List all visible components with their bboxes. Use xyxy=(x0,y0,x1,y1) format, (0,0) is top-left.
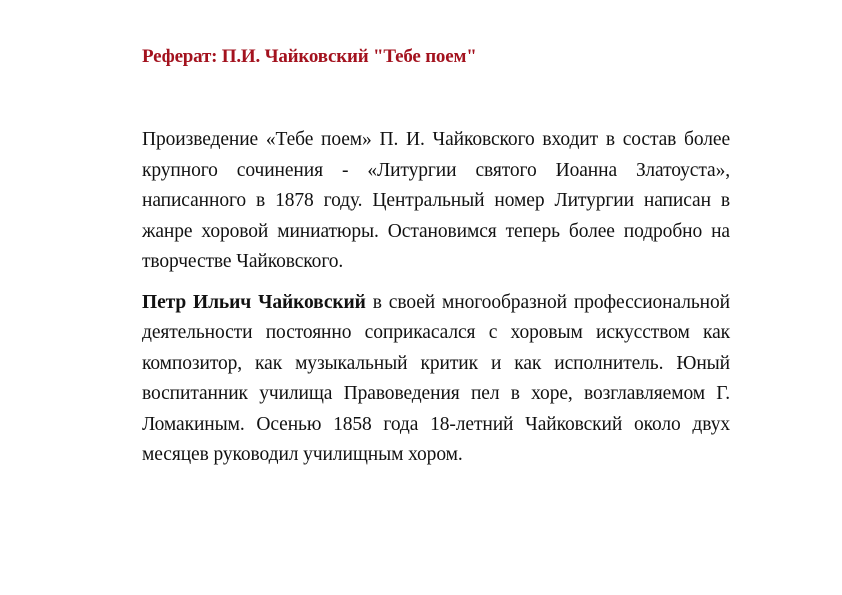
paragraph-intro: Произведение «Тебе поем» П. И. Чайковского входит в состав более крупного сочинения - «Литургии святого Иоанна Златоуста», написанного в 1878 году. Центральный номер Литургии написан в жанре хоровой миниатюры. Остановимся теперь более подробно на творчестве Чайковского. xyxy=(142,129,730,272)
paragraph-biography-text: в своей многообразной профессиональной деятельности постоянно соприкасался с хоровым искусством как композитор, как музыкальный критик и как исполнитель. Юный воспитанник училища Правоведения пел в хоре, возглавляемом Г. Ломакиным. Осенью 1858 года 18-летний Чайковский около двух месяцев руководил училищным хором. xyxy=(142,291,730,465)
document-title: Реферат: П.И. Чайковский "Тебе поем" xyxy=(142,46,477,67)
document-content xyxy=(142,42,730,471)
composer-name: Петр Ильич Чайковский xyxy=(142,291,366,313)
paragraph-biography xyxy=(142,288,730,471)
